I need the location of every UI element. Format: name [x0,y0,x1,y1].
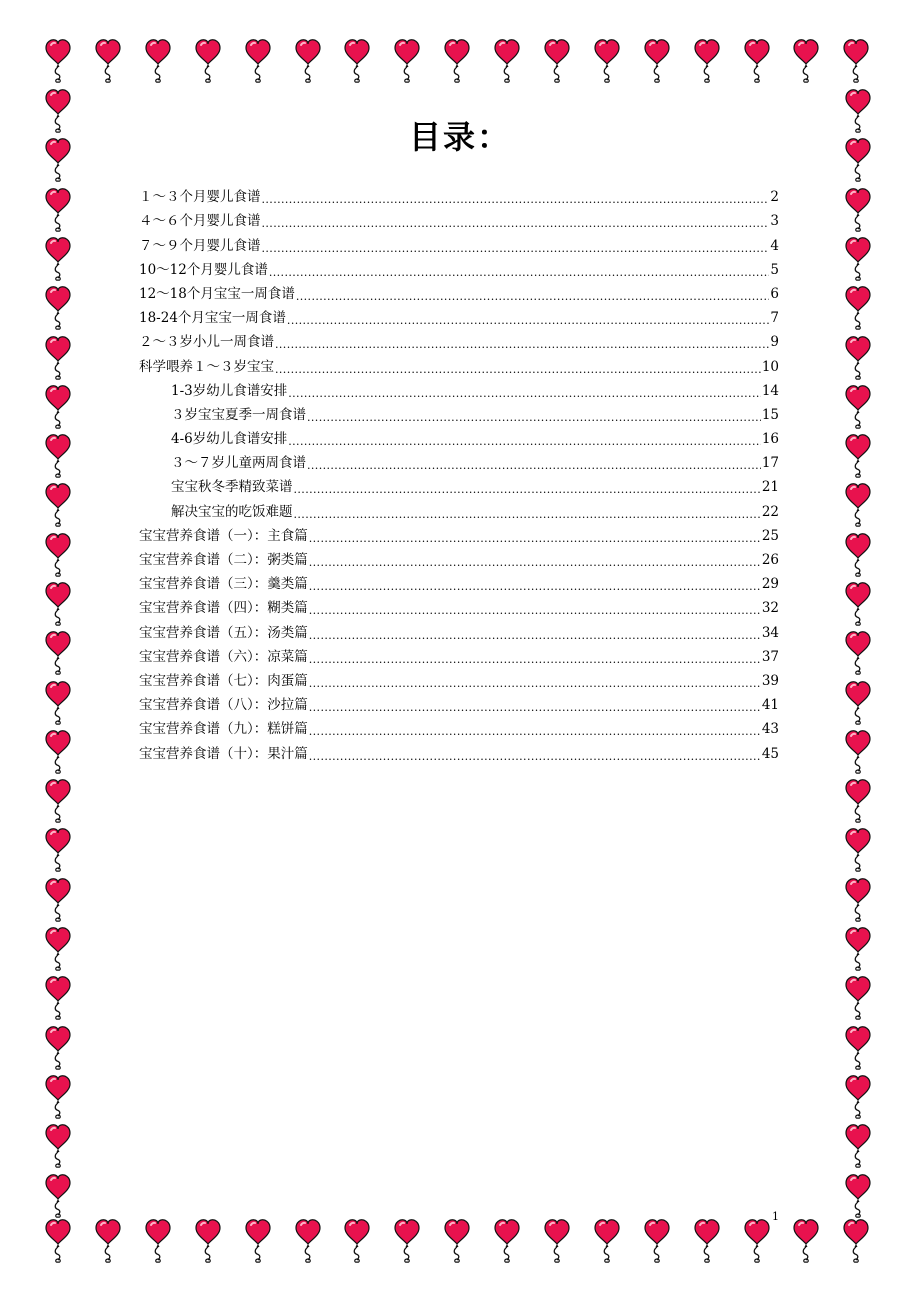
toc-entry-label: 宝宝营养食谱（八）：沙拉篇 [139,697,308,714]
heart-balloon-icon [846,1125,870,1167]
heart-balloon-icon [645,40,669,82]
heart-balloon-icon [46,40,70,82]
heart-balloon-icon [246,1220,270,1262]
dot-leader [309,723,761,737]
heart-balloon-icon [846,1175,870,1217]
dot-leader [269,264,770,278]
toc-entry-label: 科学喂养１～３岁宝宝 [139,358,274,375]
heart-balloon-icon [595,1220,619,1262]
dot-leader [307,457,761,471]
toc-entry-page-number: 26 [761,552,779,568]
toc-entry[interactable] [139,592,779,616]
dot-leader [296,288,770,302]
heart-balloon-icon [46,977,70,1019]
heart-balloon-icon [445,1220,469,1262]
toc-entry-page-number: 14 [761,382,779,399]
heart-balloon-icon [46,879,70,921]
dot-leader [309,602,761,616]
heart-balloon-icon [846,780,870,822]
toc-entry-page-number: 39 [761,672,779,689]
heart-balloon-icon [345,40,369,82]
dot-leader [288,385,761,399]
heart-balloon-icon [46,287,70,329]
toc-entry[interactable] [139,399,779,423]
heart-balloon-icon [846,238,870,280]
heart-balloon-icon [46,238,70,280]
dot-leader [294,506,761,520]
heart-balloon-icon [196,1220,220,1262]
dot-leader [288,433,761,447]
table-of-contents [139,181,779,762]
toc-entry[interactable] [139,447,779,471]
toc-entry-page-number: 15 [761,406,779,423]
page-title: 目录： [408,118,511,156]
heart-balloon-icon [545,1220,569,1262]
toc-entry-label: ７～９个月婴儿食谱 [139,237,261,254]
toc-entry[interactable] [139,423,779,447]
toc-entry-page-number: 41 [761,697,779,714]
heart-balloon-icon [96,1220,120,1262]
heart-balloon-icon [846,484,870,526]
dot-leader [307,409,761,423]
dot-leader [262,240,770,254]
toc-entry-page-number: 7 [770,310,779,327]
heart-balloon-icon [46,682,70,724]
heart-balloon-icon [495,40,519,82]
heart-balloon-icon [846,534,870,576]
heart-balloon-icon [46,534,70,576]
heart-balloon-icon [46,189,70,231]
heart-balloon-icon [345,1220,369,1262]
heart-balloon-icon [745,1220,769,1262]
toc-entry-label: 4-6岁幼儿食谱安排 [171,431,288,448]
heart-balloon-icon [146,40,170,82]
toc-entry-page-number: 25 [761,527,779,544]
heart-balloon-icon [695,1220,719,1262]
heart-balloon-icon [846,879,870,921]
toc-entry-page-number: 3 [770,213,779,230]
toc-entry[interactable] [139,350,779,374]
toc-entry-label: ３岁宝宝夏季一周食谱 [171,406,306,423]
heart-balloon-icon [846,583,870,625]
heart-balloon-icon [96,40,120,82]
toc-entry-label: 宝宝营养食谱（五）：汤类篇 [139,624,308,641]
toc-entry-label: 宝宝营养食谱（三）：羹类篇 [139,576,308,593]
toc-entry-label: 1-3岁幼儿食谱安排 [171,382,288,399]
toc-entry-page-number: 2 [770,189,779,206]
heart-balloon-icon [296,40,320,82]
heart-balloon-icon [695,40,719,82]
heart-balloon-icon [846,386,870,428]
toc-entry-label: 宝宝营养食谱（四）：糊类篇 [139,600,308,617]
dot-leader [309,748,761,762]
toc-entry-page-number: 37 [761,648,779,665]
heart-balloon-icon [595,40,619,82]
dot-leader [275,336,769,350]
heart-balloon-icon [794,40,818,82]
toc-entry-page-number: 29 [761,576,779,593]
heart-balloon-icon [846,189,870,231]
toc-entry[interactable] [139,641,779,665]
toc-entry-page-number: 17 [761,455,779,472]
heart-balloon-icon [46,386,70,428]
heart-balloon-icon [46,1027,70,1069]
page-number: 1 [772,1210,779,1223]
toc-entry-label: 18-24个月宝宝一周食谱 [139,310,286,327]
heart-balloon-icon [645,1220,669,1262]
dot-leader [309,530,761,544]
toc-entry[interactable] [139,544,779,568]
heart-balloon-icon [846,1027,870,1069]
dot-leader [309,699,761,713]
toc-entry[interactable] [139,713,779,737]
toc-entry-label: 宝宝营养食谱（九）：糕饼篇 [139,721,308,738]
toc-entry-page-number: 34 [761,624,779,641]
toc-entry[interactable] [139,471,779,495]
heart-balloon-icon [846,731,870,773]
heart-balloon-icon [196,40,220,82]
heart-balloon-icon [745,40,769,82]
heart-balloon-icon [46,731,70,773]
toc-entry-page-number: 5 [770,261,779,278]
heart-balloon-icon [46,1076,70,1118]
heart-balloon-icon [46,484,70,526]
toc-entry[interactable] [139,495,779,519]
heart-balloon-icon [296,1220,320,1262]
dot-leader [309,651,761,665]
toc-entry-label: 宝宝营养食谱（一）：主食篇 [139,527,308,544]
toc-entry[interactable] [139,326,779,350]
heart-balloon-icon [46,632,70,674]
heart-balloon-icon [46,1175,70,1217]
heart-balloon-icon [846,977,870,1019]
toc-entry[interactable] [139,375,779,399]
toc-entry-label: 宝宝秋冬季精致菜谱 [171,479,293,496]
heart-balloon-icon [844,1220,868,1262]
toc-entry[interactable] [139,665,779,689]
toc-entry-label: １～３个月婴儿食谱 [139,189,261,206]
heart-balloon-icon [46,1220,70,1262]
toc-entry[interactable] [139,278,779,302]
heart-balloon-icon [46,337,70,379]
toc-entry[interactable] [139,689,779,713]
toc-entry[interactable] [139,568,779,592]
heart-balloon-icon [46,780,70,822]
toc-entry-label: ２～３岁小儿一周食谱 [139,334,274,351]
dot-leader [287,312,769,326]
dot-leader [309,675,761,689]
heart-balloon-icon [46,435,70,477]
heart-balloon-icon [146,1220,170,1262]
heart-balloon-icon [46,1125,70,1167]
toc-entry[interactable] [139,254,779,278]
dot-leader [309,627,761,641]
dot-leader [294,481,761,495]
heart-balloon-icon [844,40,868,82]
heart-balloon-icon [846,682,870,724]
toc-entry-page-number: 16 [761,431,779,448]
toc-entry[interactable] [139,616,779,640]
heart-balloon-icon [794,1220,818,1262]
toc-entry-page-number: 43 [761,721,779,738]
toc-entry[interactable] [139,520,779,544]
toc-entry-page-number: 32 [761,600,779,617]
toc-entry-page-number: 9 [770,334,779,351]
dot-leader [309,554,761,568]
toc-entry[interactable] [139,302,779,326]
heart-balloon-icon [846,1076,870,1118]
toc-entry-page-number: 6 [770,285,779,302]
toc-entry[interactable] [139,181,779,205]
toc-entry-label: 12～18个月宝宝一周食谱 [139,285,295,302]
toc-entry-label: 10～12个月婴儿食谱 [139,261,268,278]
heart-balloon-icon [46,829,70,871]
toc-entry[interactable] [139,229,779,253]
heart-balloon-icon [545,40,569,82]
toc-entry-page-number: 4 [770,237,779,254]
heart-balloon-icon [846,928,870,970]
dot-leader [262,215,770,229]
toc-entry-label: 宝宝营养食谱（七）：肉蛋篇 [139,672,308,689]
toc-entry-label: 解决宝宝的吃饭难题 [171,503,293,520]
toc-entry-label: ３～７岁儿童两周食谱 [171,455,306,472]
heart-balloon-icon [246,40,270,82]
toc-entry-page-number: 45 [761,745,779,762]
dot-leader [275,361,761,375]
toc-entry-page-number: 22 [761,503,779,520]
toc-entry[interactable] [139,205,779,229]
heart-balloon-icon [395,1220,419,1262]
heart-balloon-icon [846,337,870,379]
heart-balloon-icon [846,435,870,477]
dot-leader [309,578,761,592]
heart-balloon-icon [445,40,469,82]
toc-entry-label: 宝宝营养食谱（六）：凉菜篇 [139,648,308,665]
heart-balloon-icon [395,40,419,82]
dot-leader [262,191,770,205]
heart-balloon-icon [846,632,870,674]
heart-balloon-icon [46,583,70,625]
toc-entry-page-number: 10 [761,358,779,375]
toc-entry[interactable] [139,737,779,761]
toc-entry-label: 宝宝营养食谱（二）：粥类篇 [139,552,308,568]
heart-balloon-icon [846,287,870,329]
heart-balloon-icon [846,829,870,871]
toc-entry-label: ４～６个月婴儿食谱 [139,213,261,230]
toc-entry-page-number: 21 [761,479,779,496]
heart-balloon-icon [46,928,70,970]
toc-entry-label: 宝宝营养食谱（十）：果汁篇 [139,745,308,762]
heart-balloon-icon [495,1220,519,1262]
